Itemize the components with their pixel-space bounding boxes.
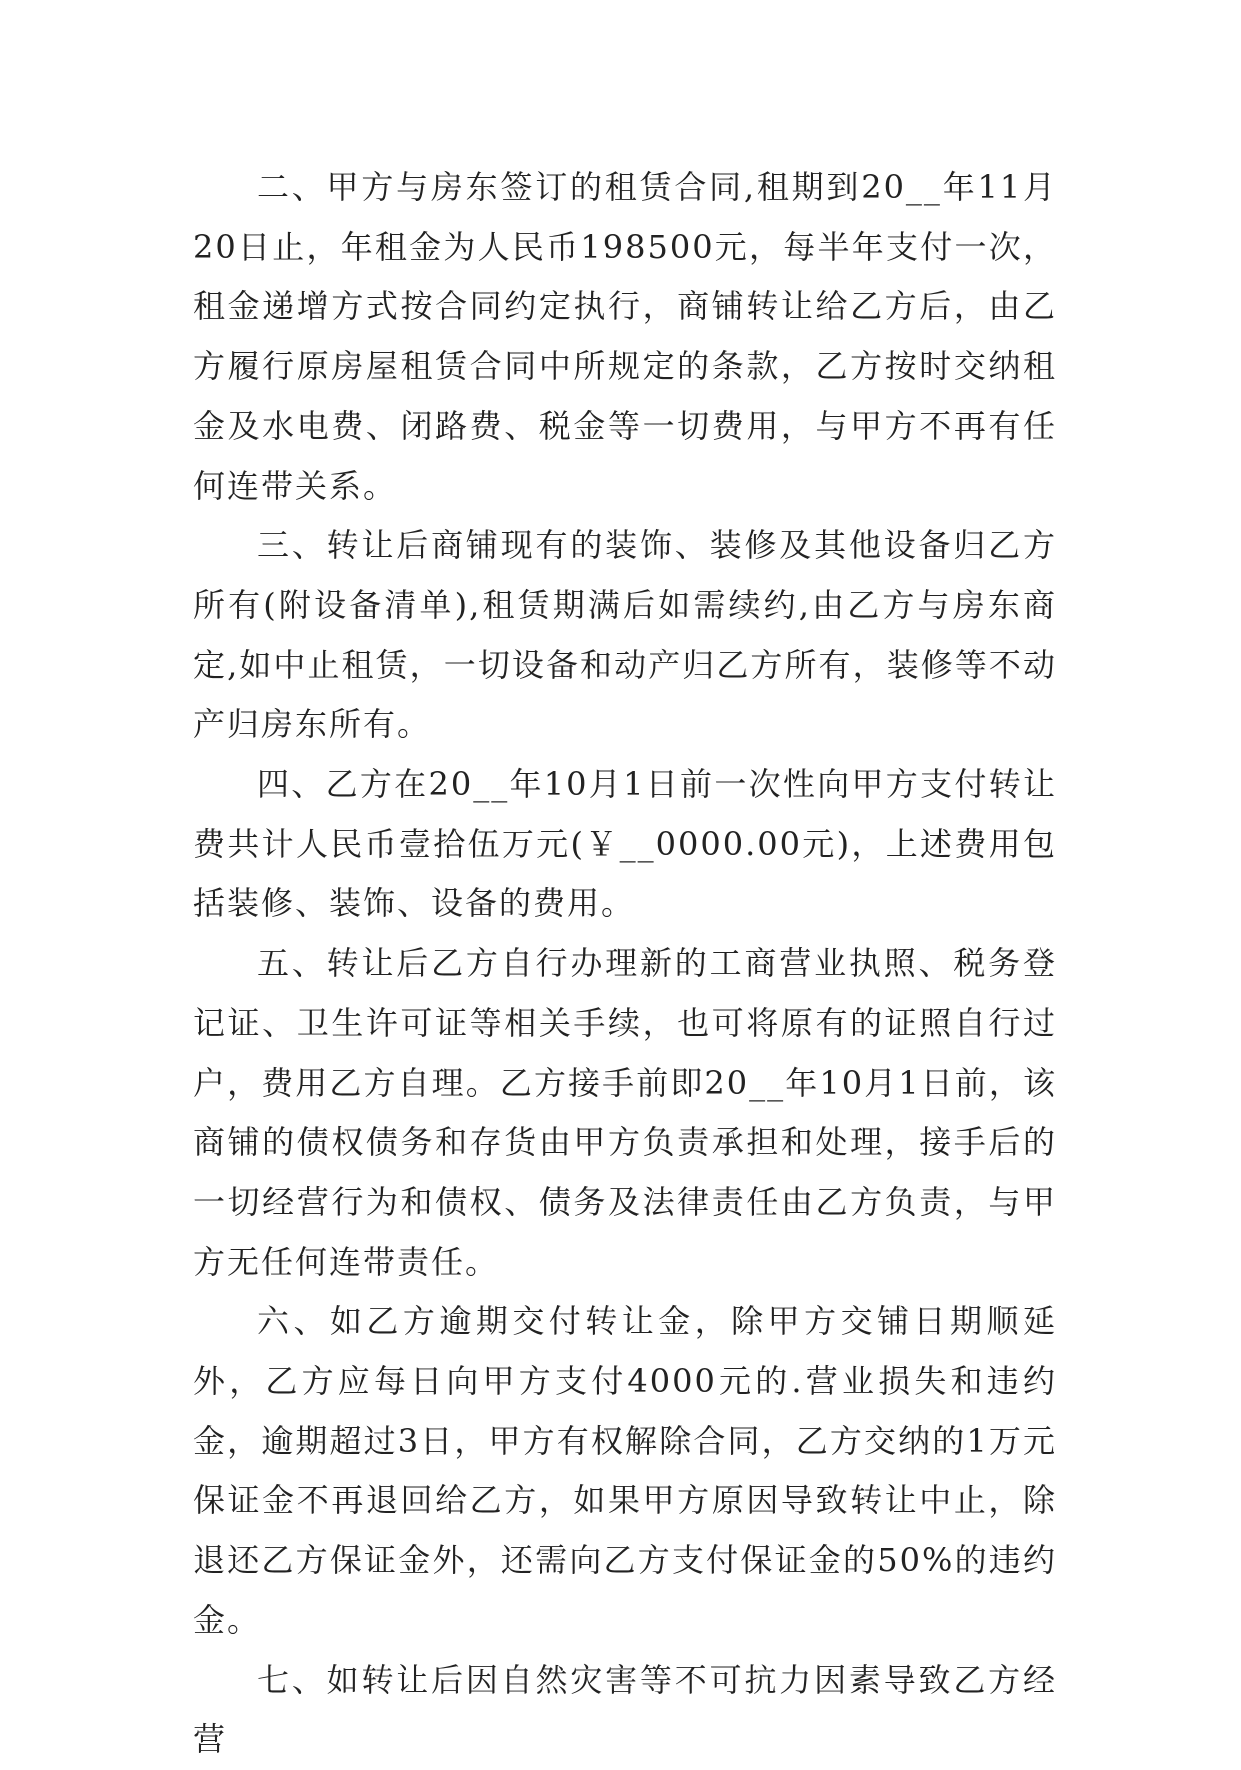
document-body (193, 158, 1057, 1770)
clause-paragraph-3: 三、转让后商铺现有的装饰、装修及其他设备归乙方所有(附设备清单),租赁期满后如需续约,由乙方与房东商定,如中止租赁，一切设备和动产归乙方所有，装修等不动产归房东所有。 (193, 526, 1057, 744)
clause-paragraph-2: 二、甲方与房东签订的租赁合同,租期到20__年11月20日止，年租金为人民币198500元，每半年支付一次，租金递增方式按合同约定执行，商铺转让给乙方后，由乙方履行原房屋租赁合同中所规定的条款，乙方按时交纳租金及水电费、闭路费、税金等一切费用，与甲方不再有任何连带关系。 (193, 168, 1057, 505)
clause-paragraph-6: 六、如乙方逾期交付转让金，除甲方交铺日期顺延外，乙方应每日向甲方支付4000元的.营业损失和违约金，逾期超过3日，甲方有权解除合同，乙方交纳的1万元保证金不再退回给乙方，如果甲方原因导致转让中止，除退还乙方保证金外，还需向乙方支付保证金的50%的违约金。 (193, 1302, 1057, 1639)
clause-paragraph-7: 七、如转让后因自然灾害等不可抗力因素导致乙方经营 (193, 1660, 1057, 1759)
clause-paragraph-5: 五、转让后乙方自行办理新的工商营业执照、税务登记证、卫生许可证等相关手续，也可将原有的证照自行过户，费用乙方自理。乙方接手前即20__年10月1日前，该商铺的债权债务和存货由甲方负责承担和处理，接手后的一切经营行为和债权、债务及法律责任由乙方负责，与甲方无任何连带责任。 (193, 944, 1057, 1281)
clause-paragraph-4: 四、乙方在20__年10月1日前一次性向甲方支付转让费共计人民币壹拾伍万元(￥__0000.00元)，上述费用包括装修、装饰、设备的费用。 (193, 765, 1057, 923)
